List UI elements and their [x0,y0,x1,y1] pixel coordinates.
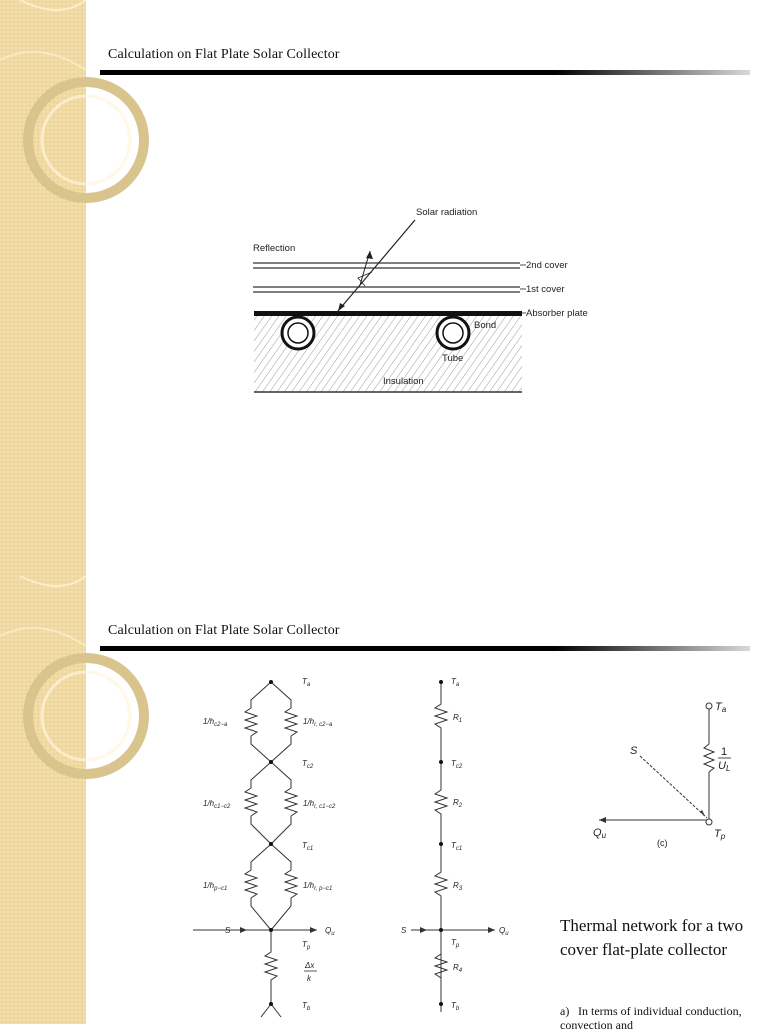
svg-text:Tc1: $T_{c1}$ [302,841,314,852]
resistor-hc2a [245,708,257,736]
svg-text:UL: UL [718,760,731,773]
svg-text:Qu: Qu [593,827,607,840]
resistor-hr-c2a [285,708,297,736]
figure-caption: Thermal network for a two cover flat-plate collector [560,916,744,959]
svg-text:Tc2: $T_{c2}$ [451,759,463,770]
list-item-label: a) [560,1004,570,1018]
svg-text:Tb: $T_b$ [302,1001,311,1012]
decorative-rings [0,0,86,576]
svg-text:1/hr, p−c1: $1/h_{r, p-c1}$ [303,881,333,892]
svg-text:Tp: Tp [714,828,726,841]
svg-text:1/hr, c1−c2: $1/h_{r, c1-c2}$ [303,799,336,810]
svg-text:1/hc1−c2: $1/h_{c1-c2}$ [203,799,231,810]
decorative-side-bar [0,576,86,1024]
svg-text:Tp: $T_p$ [451,938,460,949]
label-first-cover: 1st cover [526,284,565,295]
svg-text:S: S [630,745,638,757]
svg-text:k: k [307,974,311,983]
svg-text:Qu: $Q_u$ [325,926,335,937]
svg-text:Δx: Δx [305,961,315,970]
svg-text:Ta: Ta [715,701,727,714]
svg-text:1/hp−c1: $1/h_{p-c1}$ [203,881,228,892]
label-second-cover: 2nd cover [526,260,568,271]
label-bond: Bond [474,320,497,331]
decorative-rings [0,576,86,1024]
svg-text:Tc2: $T_{c2}$ [302,759,314,770]
solar-ray [338,220,415,311]
svg-text:Ta: $T_a$ [302,677,311,688]
thermal-network-individual-resistances [185,672,525,1024]
collector-cross-section-figure [250,200,610,400]
label-1-hc2a: $1/h_{c2-a}$ [203,717,228,728]
svg-text:R4: $R_4$ [453,963,463,974]
label-absorber-plate: Absorber plate [526,308,588,319]
svg-text:Qu: $Q_u$ [499,926,509,937]
svg-text:Tc1: $T_{c1}$ [451,841,463,852]
page-title: Calculation on Flat Plate Solar Collector [108,623,340,638]
svg-text:Tb: $T_b$ [451,1001,460,1012]
tube-left [282,317,314,349]
absorber-plate [254,311,522,316]
svg-text:1: 1 [721,746,728,758]
list-item-text: In terms of individual conduction, convection and [560,1004,742,1032]
label-reflection: Reflection [253,243,296,254]
thermal-network-overall [585,694,755,848]
svg-text:S: S [225,926,231,935]
label-1-hr-c2a: $1/h_{r, c2-a}$ [303,717,333,728]
slide-2 [0,576,768,1032]
label-c: (c) [657,838,668,848]
svg-text:R2: $R_2$ [453,798,463,809]
svg-text:R1: $R_1$ [453,713,463,724]
thermal-network-lumped-resistances [401,677,509,1012]
title-divider [100,70,750,75]
decorative-side-bar [0,0,86,576]
svg-text:R3: $R_3$ [453,881,463,892]
label-solar-radiation: Solar radiation [416,207,478,218]
svg-text:S: S [401,926,407,935]
page-title: Calculation on Flat Plate Solar Collector [108,47,340,62]
svg-text:Tp: $T_p$ [302,940,311,951]
list-item [560,1004,760,1032]
tube-right [437,317,469,349]
label-insulation: Insulation [383,376,424,387]
label-tube: Tube [442,353,464,364]
title-divider [100,646,750,651]
svg-text:Ta: $T_a$ [451,677,460,688]
